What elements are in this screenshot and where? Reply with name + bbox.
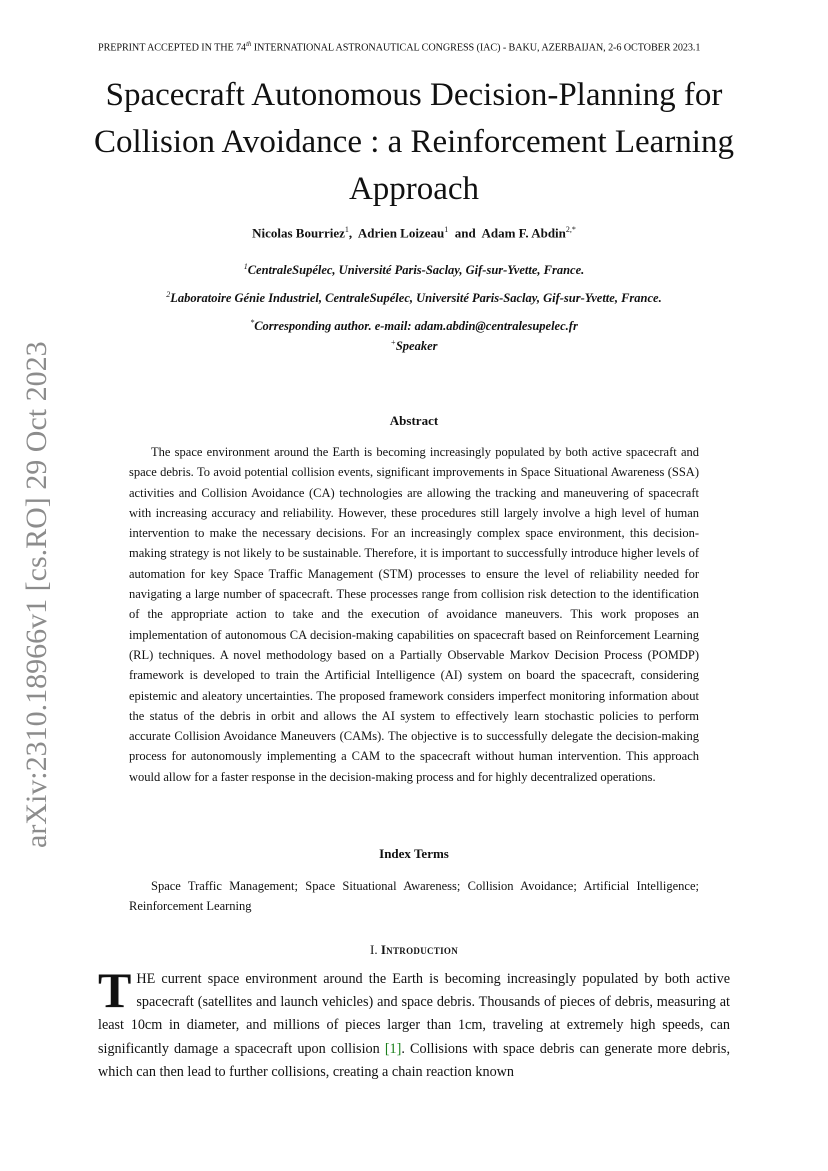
- author-name: Adrien Loizeau: [357, 225, 445, 241]
- section-numeral: I.: [369, 942, 378, 957]
- introduction-paragraph: [98, 962, 730, 1084]
- drop-cap: T: [98, 962, 132, 1018]
- author-affil-mark: 1: [444, 225, 449, 234]
- affiliation-text: CentraleSupélec, Université Paris-Saclay, Gif-sur-Yvette, France.: [247, 263, 585, 278]
- author-affil-mark: 2,*: [565, 225, 576, 234]
- abstract-text: The space environment around the Earth is becoming increasingly populated by both active spacecraft and space debris. To avoid potential collision events, significant improvements in Space Situational Awareness (SSA) activities and Collision Avoidance (CA) technologies are allowing the tracking and maneuvering of spacecraft with increasing accuracy and reliability. However, these procedures still largely involve a high level of human intervention to make the necessary decisions. For an increasingly complex space environment, this decision-making strategy is not likely to be sustainable. Therefore, it is important to successfully introduce higher levels of automation for key Space Traffic Management (STM) processes to ensure the level of reliability needed for navigating a large number of spacecraft. These processes range from collision risk detection to the identification of the appropriate action to take and the execution of avoidance maneuvers. This work proposes an implementation of autonomous CA decision-making capabilities on spacecraft based on Reinforcement Learning (RL) techniques. A novel methodology based on a Partially Observable Markov Decision Process (POMDP) framework is developed to train the Artificial Intelligence (AI) system on board the spacecraft, considering epistemic and aleatory uncertainties. The proposed framework considers imperfect monitoring information about the status of the debris in orbit and allows the AI system to effectively learn stochastic policies to perform accurate Collision Avoidance Maneuvers (CAMs). The objective is to successfully delegate the decision-making process for autonomously implementing a CAM to the spacecraft without human intervention. This approach would allow for a faster response in the decision-making process and for highly decentralized operations.: [129, 445, 699, 784]
- intro-text-end: . Collisions with space debris can generate more debris, which can then lead to further collisions, creating a chain reaction known: [98, 1040, 730, 1080]
- affiliation-text: Speaker: [395, 339, 438, 354]
- index-terms-text: Space Traffic Management; Space Situational Awareness; Collision Avoidance; Artificial Intelligence; Reinforcement Learning: [129, 879, 699, 913]
- index-terms-heading: Index Terms: [379, 846, 449, 861]
- affiliation-1: [98, 262, 730, 278]
- author-separator: ,: [348, 225, 358, 241]
- header-suffix: INTERNATIONAL ASTRONAUTICAL CONGRESS (IAC) - BAKU, AZERBAIJAN, 2-6 OCTOBER 2023.: [251, 42, 696, 54]
- author-name: Nicolas Bourriez: [252, 225, 345, 241]
- header-superscript: th: [246, 40, 252, 48]
- citation-link[interactable]: [1]: [384, 1040, 402, 1057]
- author-name: Adam F. Abdin: [481, 225, 566, 241]
- author-list: [98, 225, 730, 241]
- abstract-heading: Abstract: [389, 413, 439, 428]
- intro-text-start: HE current space environment around the Earth is becoming increasingly populated by both active spacecraft (satellites and launch vehicles) and space debris. Thousands of pieces of debris, measuring at least 10cm in diameter, and millions of pieces larger than 1cm, traveling at extremely high speeds, can significantly damage a spacecraft upon collision: [98, 971, 730, 1057]
- affiliation-2: [98, 290, 730, 306]
- affiliation-text: Corresponding author. e-mail: adam.abdin@centralesupelec.fr: [254, 319, 578, 334]
- section-title: Introduction: [380, 942, 458, 957]
- speaker-note: [98, 338, 730, 354]
- affiliation-mark: +: [390, 338, 396, 347]
- arxiv-stamp: arXiv:2310.18966v1 [cs.RO] 29 Oct 2023: [20, 341, 53, 848]
- section-heading-introduction: [98, 942, 730, 958]
- running-header: [98, 40, 758, 53]
- paper-title: Spacecraft Autonomous Decision-Planning for Collision Avoidance : a Reinforcement Learning Approach: [94, 77, 734, 207]
- affiliation-mark: 2: [166, 290, 171, 299]
- author-separator: and: [448, 225, 482, 241]
- affiliation-mark: 1: [243, 262, 248, 271]
- affiliation-mark: *: [250, 318, 255, 327]
- corresponding-author: [98, 318, 730, 334]
- page-number: 1: [695, 42, 701, 54]
- affiliation-text: Laboratoire Génie Industriel, CentraleSupélec, Université Paris-Saclay, Gif-sur-Yvette, France.: [170, 291, 662, 306]
- header-prefix: PREPRINT ACCEPTED IN THE 74: [98, 42, 247, 54]
- author-affil-mark: 1: [344, 225, 349, 234]
